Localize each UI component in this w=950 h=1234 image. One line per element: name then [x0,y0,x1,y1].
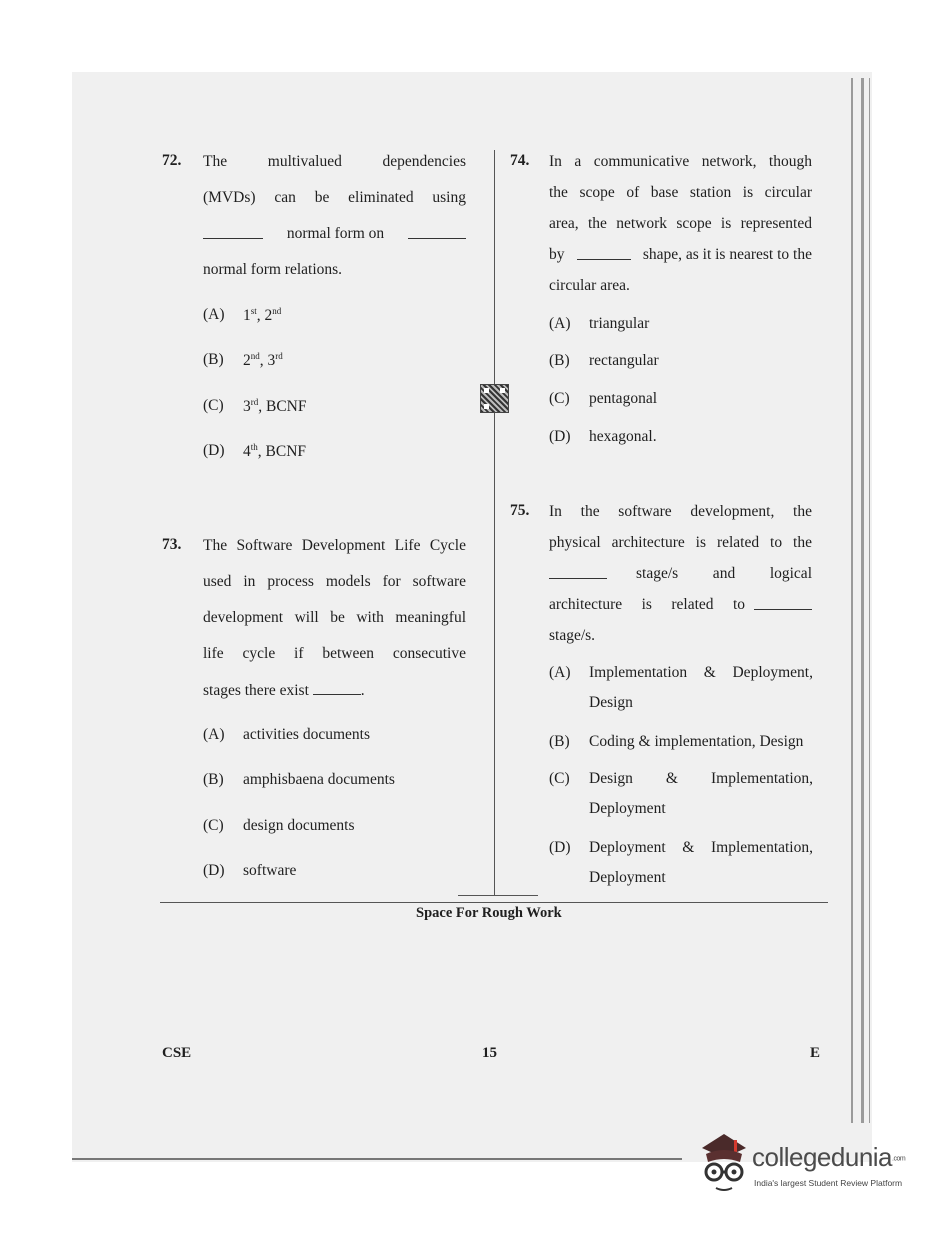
option-text: amphisbaena documents [243,771,395,788]
stem-line: circular area. [549,277,630,294]
option-label: (C) [203,817,224,834]
answer-blank [313,680,361,695]
question-number: 74. [510,152,530,169]
question-number: 72. [162,152,182,169]
option-a [549,664,813,712]
stem-line [203,224,466,260]
option-c [203,817,355,835]
option-label: (A) [549,315,571,332]
rough-work-divider [160,902,828,903]
option-label: (C) [549,770,570,787]
student-mascot-icon [694,1128,754,1198]
option-text: pentagonal [589,390,658,407]
question-stem [203,152,466,296]
stem-line [549,564,812,595]
question-stem [203,536,466,716]
option-text: 2nd, 3rd [243,351,283,370]
option-text: 3rd, BCNF [243,397,307,416]
option-text: 1st, 2nd [243,306,282,325]
option-b [549,733,803,751]
option-d [549,839,813,887]
answer-blank [549,564,607,579]
stem-text: . [360,682,365,699]
rough-work-label: Space For Rough Work [416,905,562,921]
option-text: 4th, BCNF [243,442,307,461]
question-number: 75. [510,502,530,519]
stem-text: architecture is related to [549,596,745,613]
stem-line: The multivalued dependencies [203,153,466,170]
stem-line: used in process models for software [203,573,466,590]
option-d [203,862,296,880]
answer-blank [577,245,631,260]
stem-line: development will be with meaningful [203,609,466,626]
logo-wordmark: collegedunia.com [752,1142,906,1172]
column-divider-base [458,895,538,896]
question-stem [549,502,812,657]
stem-line: (MVDs) can be eliminated using [203,189,466,206]
option-label: (A) [203,306,225,323]
option-d [549,428,657,446]
option-label: (B) [549,733,570,750]
option-label: (C) [549,390,570,407]
option-label: (B) [203,351,224,368]
page-bottom-edge [72,1158,682,1160]
stem-text: by [549,246,565,263]
option-text: Implementation & Deployment, Design [589,664,813,711]
page-edge-line [869,78,870,1123]
option-text: software [243,862,297,879]
option-d [203,442,306,461]
stem-line [203,680,466,716]
option-text: Deployment & Implementation, Deployment [589,839,813,886]
option-a [203,306,281,325]
option-label: (D) [549,428,571,445]
stem-text: normal form on [286,225,385,242]
stem-line: the scope of base station is circular [549,184,812,201]
stem-line: The Software Development Life Cycle [203,537,466,554]
stem-line: stage/s. [549,627,596,644]
option-label: (B) [203,771,224,788]
option-label: (C) [203,397,224,414]
subject-code: CSE [162,1045,192,1061]
option-b [549,352,659,370]
stem-text: stages there exist [203,682,309,699]
stem-line [549,595,812,626]
option-label: (A) [549,664,571,681]
stem-text: stage/s and logical [636,565,812,582]
option-text: triangular [589,315,650,332]
option-text: activities documents [243,726,370,743]
option-c [549,770,813,818]
qr-code-icon [480,384,509,413]
option-text: hexagonal. [589,428,657,445]
stem-line: area, the network scope is represented [549,215,812,232]
answer-blank [408,224,466,239]
page-edge-line [851,78,853,1123]
option-b [203,351,283,370]
answer-blank [203,224,263,239]
option-b [203,771,395,789]
question-stem [549,152,812,307]
option-text: design documents [243,817,355,834]
booklet-series: E [810,1045,821,1061]
stem-text: shape, as it is nearest to the [642,246,812,263]
option-a [203,726,370,744]
option-label: (D) [203,442,225,459]
option-label: (D) [203,862,225,879]
stem-line: life cycle if between consecutive [203,645,466,662]
option-text: Design & Implementation, Deployment [589,770,813,817]
logo-tagline: India's largest Student Review Platform [754,1178,903,1188]
page-number: 15 [482,1045,497,1061]
stem-line [549,245,812,276]
option-label: (B) [549,352,570,369]
option-a [549,315,649,333]
option-label: (D) [549,839,571,856]
option-text: rectangular [589,352,659,369]
stem-line: normal form relations. [203,261,343,278]
option-label: (A) [203,726,225,743]
question-number: 73. [162,536,182,553]
option-text: Coding & implementation, Design [589,733,804,750]
option-c [549,390,657,408]
page-edge-line [861,78,864,1123]
answer-blank [754,595,812,610]
option-c [203,397,307,416]
stem-line: In a communicative network, though [549,153,812,170]
stem-line: In the software development, the [549,503,812,520]
stem-line: physical architecture is related to the [549,534,812,551]
collegedunia-logo [694,1128,924,1198]
column-divider [494,150,495,895]
